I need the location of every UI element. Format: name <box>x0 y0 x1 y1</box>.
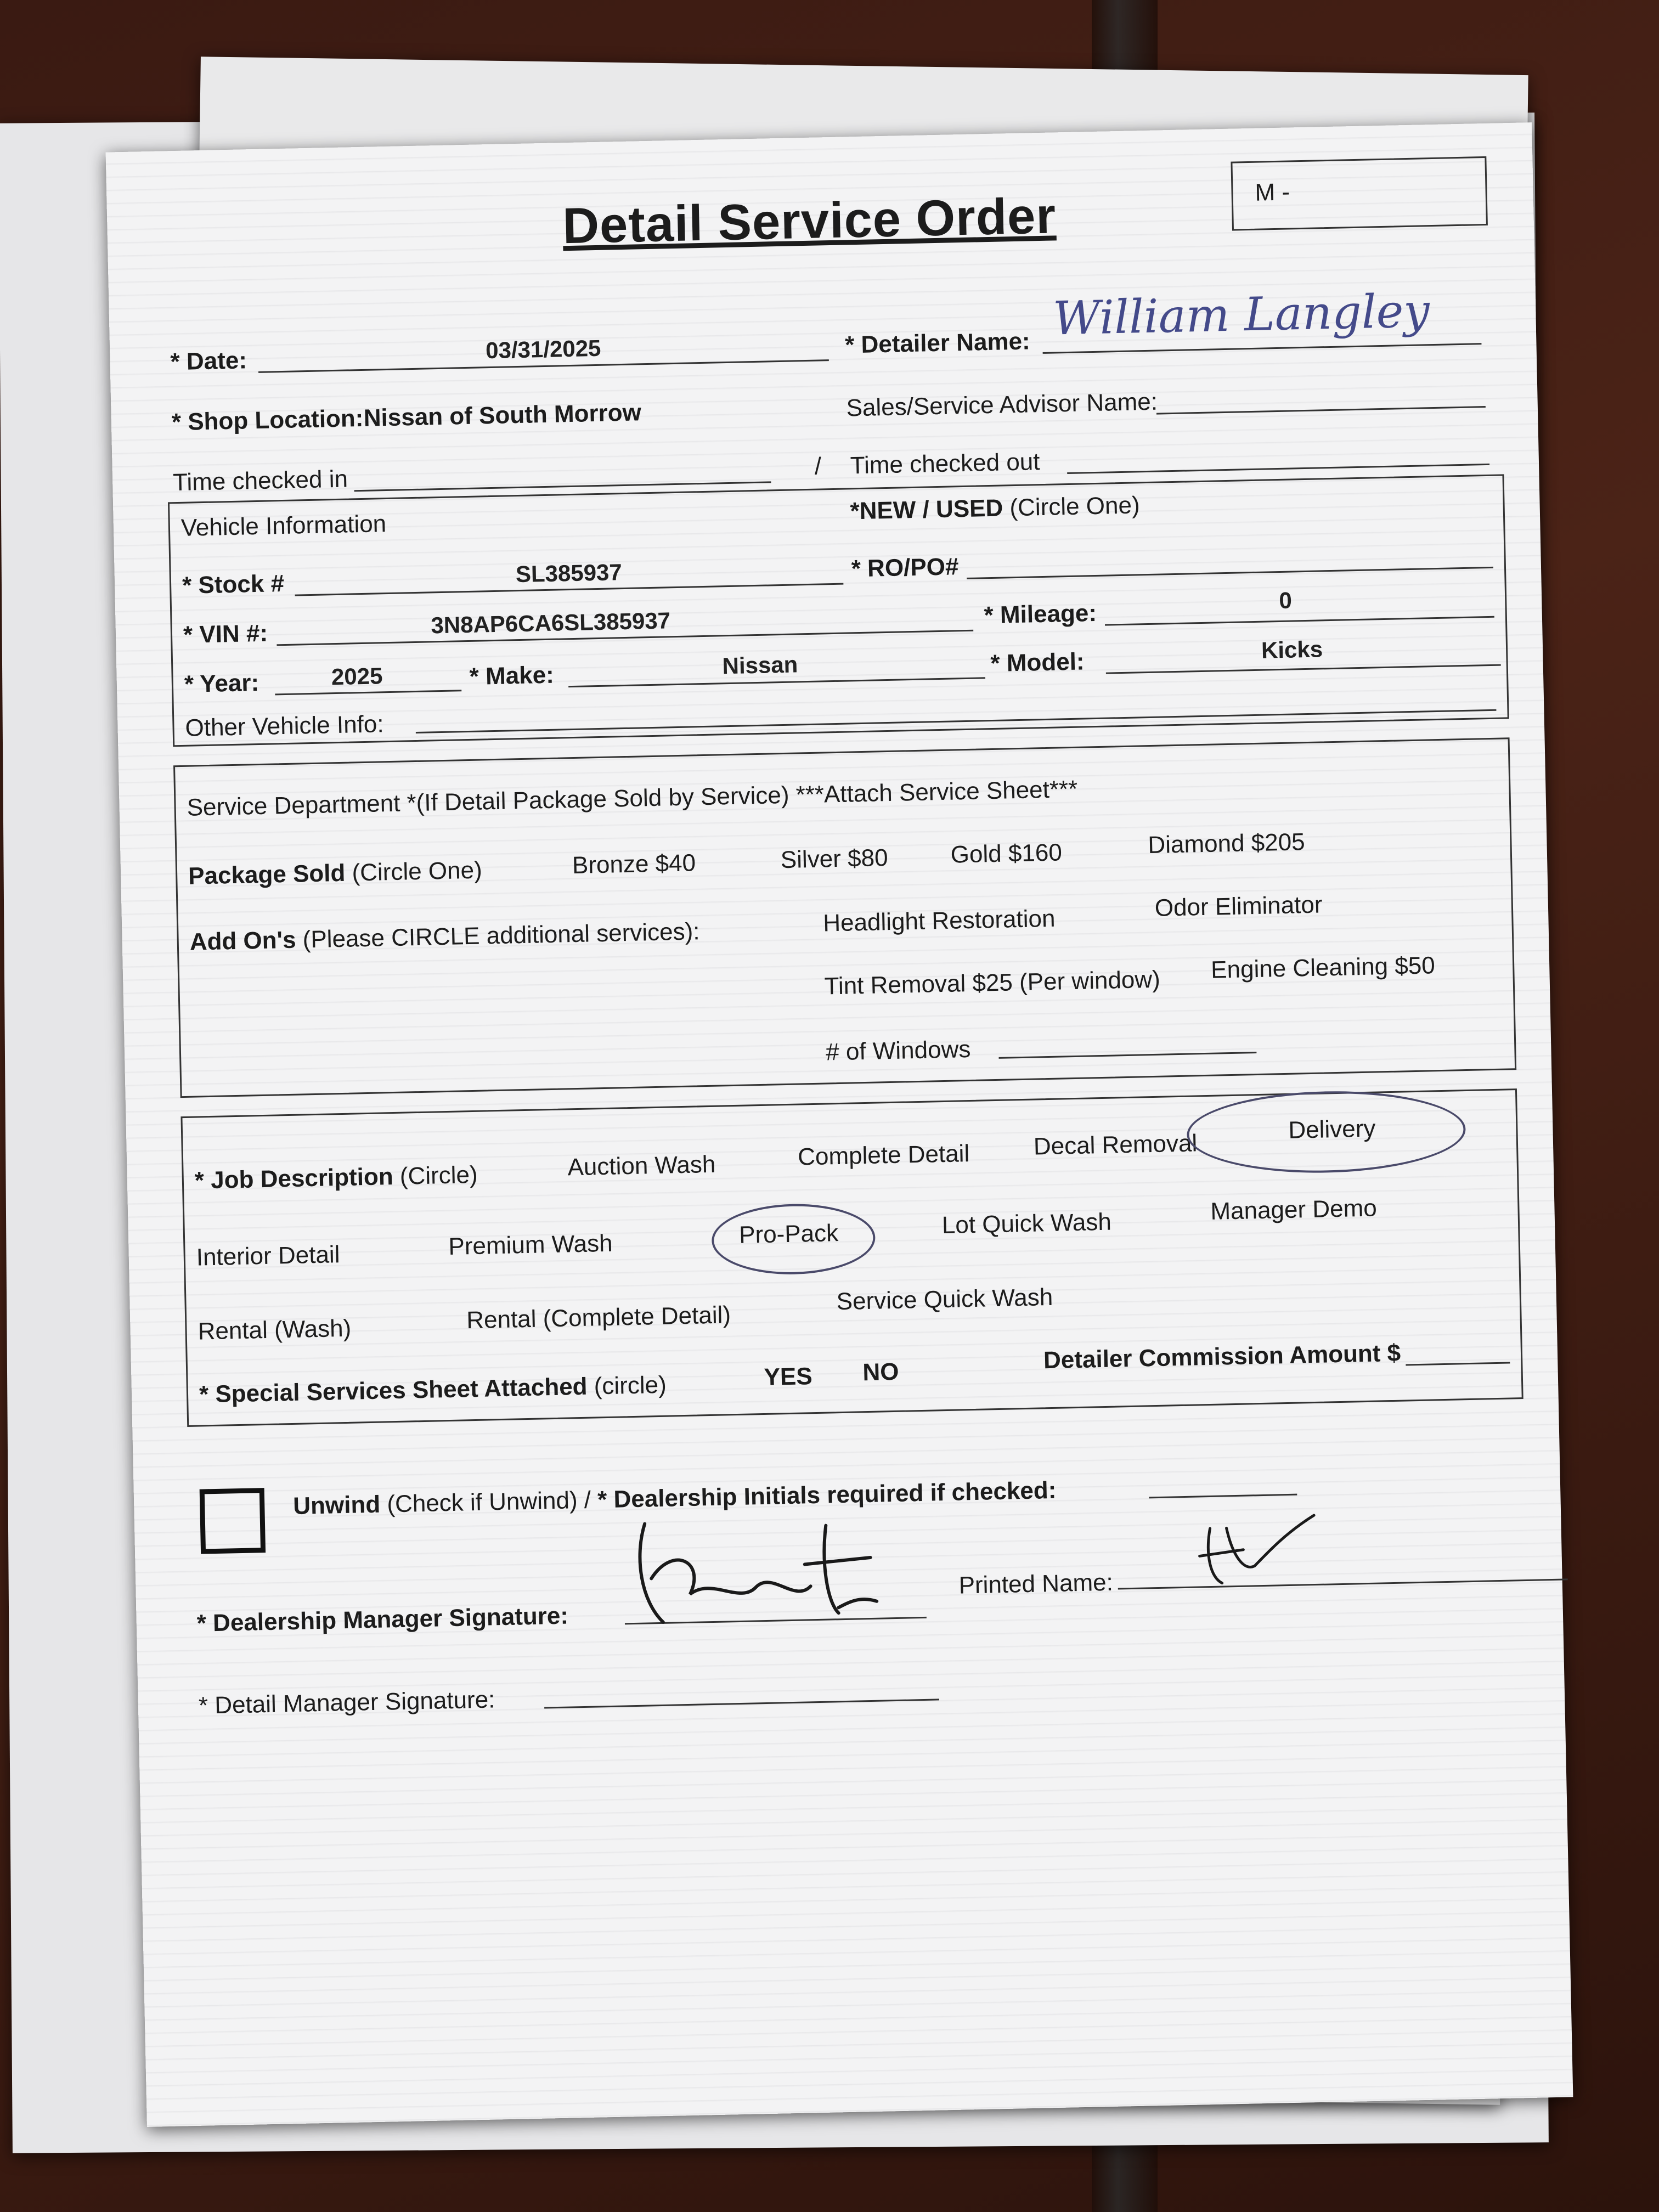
windows-line <box>998 1052 1256 1059</box>
job-option: Lot Quick Wash <box>941 1208 1112 1239</box>
addon-option: Engine Cleaning $50 <box>1210 952 1436 984</box>
detailer-line <box>1043 343 1482 354</box>
time-out-label: Time checked out <box>850 448 1040 479</box>
time-out-line <box>1067 464 1489 474</box>
unwind-hint: (Check if Unwind) / <box>386 1486 591 1518</box>
time-in-label: Time checked in <box>172 465 348 496</box>
job-option-circled: Pro-Pack <box>738 1220 839 1249</box>
service-order-sheet <box>106 122 1573 2127</box>
vin-label: * VIN #: <box>183 619 268 648</box>
job-description-section <box>180 1088 1523 1427</box>
package-label: Package Sold <box>188 859 346 890</box>
special-services-hint: (circle) <box>594 1371 667 1400</box>
job-hint: (Circle) <box>399 1161 478 1190</box>
addon-option: Tint Removal $25 (Per window) <box>824 966 1161 1000</box>
manager-signature-label: * Dealership Manager Signature: <box>196 1602 569 1637</box>
new-used-hint: (Circle One) <box>1009 492 1141 522</box>
service-department-section <box>173 737 1516 1098</box>
initials-label: * Dealership Initials required if checked: <box>597 1476 1057 1514</box>
form-number-box <box>1231 156 1488 231</box>
package-hint: (Circle One) <box>352 856 483 887</box>
job-option: Rental (Wash) <box>198 1314 352 1345</box>
new-used-label: *NEW / USED <box>850 494 1003 525</box>
date-label: * Date: <box>170 347 247 376</box>
make-label: * Make: <box>469 661 555 690</box>
job-option: Auction Wash <box>567 1150 716 1181</box>
addon-option: Headlight Restoration <box>822 905 1056 937</box>
vin-value: 3N8AP6CA6SL385937 <box>430 607 671 639</box>
mileage-label: * Mileage: <box>984 599 1097 629</box>
ropo-label: * RO/PO# <box>851 553 959 583</box>
other-info-line <box>416 709 1497 733</box>
special-no: NO <box>862 1358 899 1386</box>
form-number-label: M - <box>1255 178 1290 206</box>
special-yes: YES <box>764 1363 813 1391</box>
addons-hint: (Please CIRCLE additional services): <box>302 918 700 953</box>
initials-line <box>1149 1494 1297 1499</box>
time-separator: / <box>814 453 822 480</box>
windows-label: # of Windows <box>825 1035 971 1066</box>
job-option: Complete Detail <box>797 1140 970 1171</box>
job-option-circled: Delivery <box>1288 1115 1376 1144</box>
date-value: 03/31/2025 <box>485 335 601 364</box>
job-label: * Job Description <box>194 1163 394 1194</box>
detailer-name-handwritten: William Langley <box>1052 284 1430 346</box>
printed-name-scribble <box>1193 1504 1327 1589</box>
mileage-value: 0 <box>1278 587 1293 614</box>
commission-label: Detailer Commission Amount $ <box>1043 1339 1401 1374</box>
job-option: Rental (Complete Detail) <box>466 1301 731 1334</box>
job-option: Decal Removal <box>1033 1130 1198 1160</box>
advisor-line <box>1156 406 1486 415</box>
detail-manager-signature-label: * Detail Manager Signature: <box>198 1686 495 1719</box>
page-title: Detail Service Order <box>562 188 1057 255</box>
manager-signature-scribble <box>628 1507 916 1634</box>
detail-manager-signature-line <box>544 1699 939 1708</box>
job-option: Service Quick Wash <box>836 1283 1053 1316</box>
detailer-label: * Detailer Name: <box>844 328 1031 359</box>
printed-name-line <box>1118 1578 1568 1589</box>
unwind-checkbox[interactable] <box>200 1488 266 1554</box>
make-value: Nissan <box>722 651 798 679</box>
vehicle-info-section <box>168 474 1509 747</box>
ropo-line <box>967 567 1493 579</box>
job-option: Interior Detail <box>196 1241 340 1271</box>
model-value: Kicks <box>1261 636 1323 663</box>
stock-label: * Stock # <box>182 569 285 599</box>
package-option: Diamond $205 <box>1147 828 1306 859</box>
package-option: Bronze $40 <box>572 849 696 879</box>
shop-value: Nissan of South Morrow <box>363 399 642 432</box>
other-info-label: Other Vehicle Info: <box>185 710 385 742</box>
addon-option: Odor Eliminator <box>1154 891 1323 922</box>
shop-label: * Shop Location: <box>171 404 364 436</box>
vehicle-section-label: Vehicle Information <box>180 510 387 541</box>
model-label: * Model: <box>990 648 1085 678</box>
mileage-line <box>1105 616 1494 626</box>
special-services-label: * Special Services Sheet Attached <box>199 1373 588 1408</box>
printed-name-label: Printed Name: <box>958 1568 1114 1599</box>
package-option: Gold $160 <box>950 839 1063 868</box>
advisor-label: Sales/Service Advisor Name: <box>846 388 1158 422</box>
commission-line <box>1406 1362 1510 1365</box>
service-header: Service Department *(If Detail Package Sold by Service) ***Attach Service Sheet*** <box>187 775 1078 821</box>
job-option: Manager Demo <box>1210 1194 1378 1225</box>
package-option: Silver $80 <box>780 844 889 874</box>
unwind-label: Unwind <box>292 1491 381 1520</box>
job-option: Premium Wash <box>448 1229 613 1260</box>
year-value: 2025 <box>331 663 383 690</box>
stock-value: SL385937 <box>515 559 623 588</box>
year-label: * Year: <box>184 669 259 698</box>
time-in-line <box>354 481 771 492</box>
addons-label: Add On's <box>189 926 297 956</box>
